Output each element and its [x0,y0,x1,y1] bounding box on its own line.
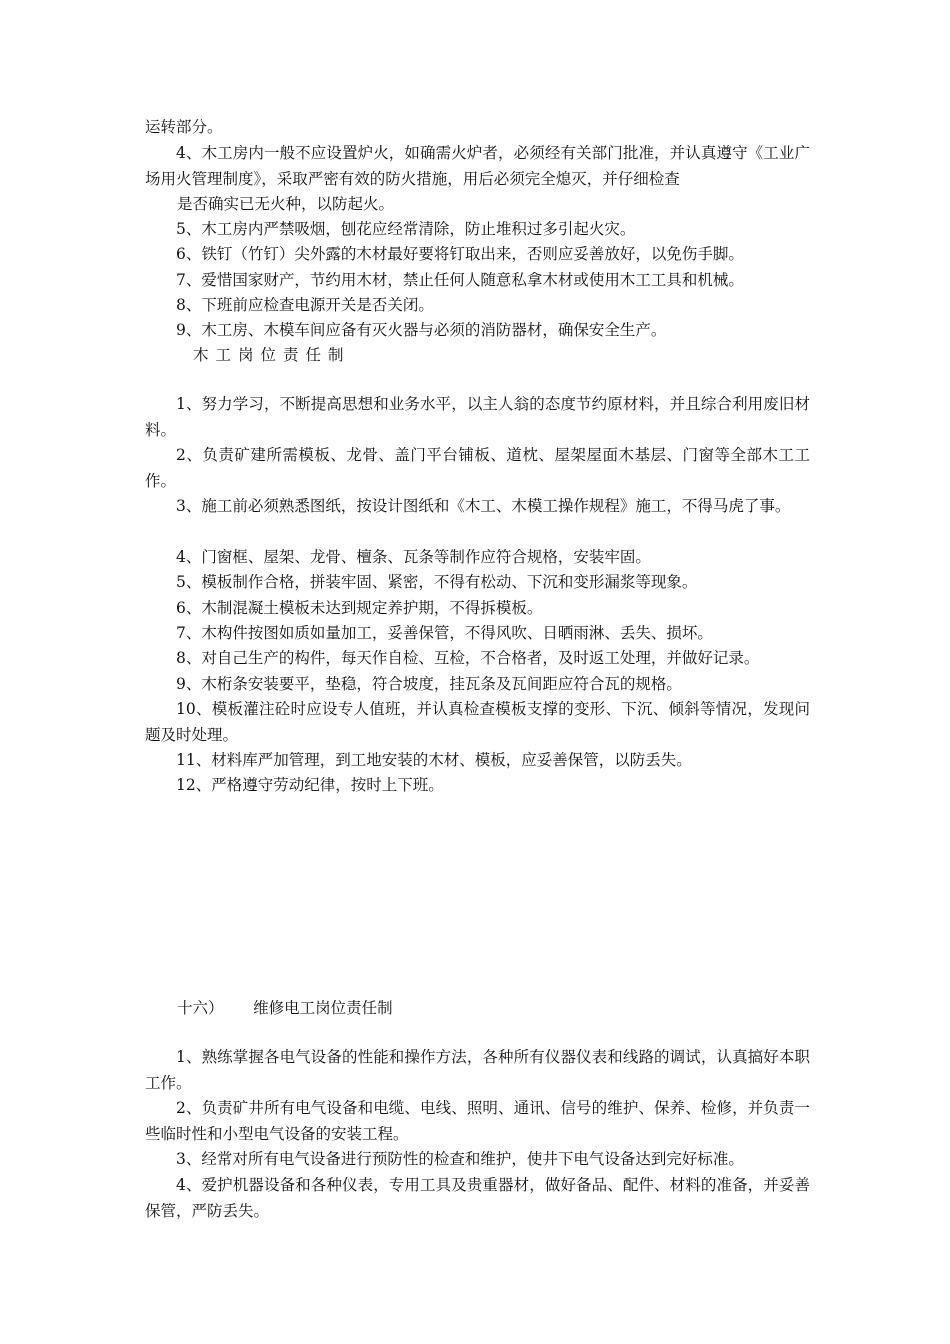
section-title-carpenter: 木工岗位责任制 [193,346,351,364]
carpenter-item-3: 3、施工前必须熟悉图纸，按设计图纸和《木工、木模工操作规程》施工，不得马虎了事。 [176,497,791,515]
paragraph-continued: 运转部分。 [145,118,223,136]
section-heading-electrician [177,996,393,1022]
electrician-item-3: 3、经常对所有电气设备进行预防性的检查和维护，使井下电气设备达到完好标准。 [176,1150,744,1168]
carpenter-item-8: 8、对自己生产的构件，每天作自检、互检，不合格者，及时返工处理，并做好记录。 [176,649,760,667]
section-number: 十六） [177,999,224,1017]
rule-8: 8、下班前应检查电源开关是否关闭。 [176,296,434,314]
carpenter-item-6: 6、木制混凝土模板未达到规定养护期，不得拆模板。 [176,599,543,617]
rule-6: 6、铁钉（竹钉）尖外露的木材最好要将钉取出来，否则应妥善放好，以免伤手脚。 [176,245,744,263]
carpenter-item-1: 1、努力学习，不断提高思想和业务水平，以主人翁的态度节约原材料，并且综合利用废旧材料。 [145,395,810,439]
carpenter-item-5: 5、模板制作合格，拼装牢固、紧密，不得有松动、下沉和变形漏浆等现象。 [176,573,698,591]
electrician-item-1: 1、熟练掌握各电气设备的性能和操作方法，各种所有仪器仪表和线路的调试，认真搞好本职工作。 [145,1048,810,1092]
rule-9: 9、木工房、木模车间应备有灭火器与必须的消防器材，确保安全生产。 [176,321,667,339]
electrician-item-4: 4、爱护机器设备和各种仪表，专用工具及贵重器材，做好备品、配件、材料的准备，并妥善保管，严防丢失。 [145,1176,810,1220]
rule-4: 4、木工房内一般不应设置炉火，如确需火炉者，必须经有关部门批准，并认真遵守《工业广场用火管理制度》，采取严密有效的防火措施，用后必须完全熄灭，并仔细检查 [145,144,810,188]
electrician-item-2: 2、负责矿井所有电气设备和电缆、电线、照明、通讯、信号的维护、保养、检修，并负责一些临时性和小型电气设备的安装工程。 [145,1099,810,1143]
carpenter-item-12: 12、严格遵守劳动纪律，按时上下班。 [176,776,444,794]
rule-4-continued: 是否确实已无火种，以防起火。 [177,195,395,213]
carpenter-item-11: 11、材料库严加管理，到工地安装的木材、模板，应妥善保管，以防丢失。 [176,751,692,769]
carpenter-item-9: 9、木桁条安装要平，垫稳，符合坡度，挂瓦条及瓦间距应符合瓦的规格。 [176,675,682,693]
carpenter-item-4: 4、门窗框、屋架、龙骨、檀条、瓦条等制作应符合规格，安装牢固。 [176,548,651,566]
carpenter-item-10: 10、模板灌注砼时应设专人值班，并认真检查模板支撑的变形、下沉、倾斜等情况，发现问题及时处理。 [145,700,810,744]
carpenter-item-7: 7、木构件按图如质如量加工，妥善保管，不得风吹、日晒雨淋、丢失、损坏。 [176,624,713,642]
carpenter-item-2: 2、负责矿建所需模板、龙骨、盖门平台铺板、道枕、屋架屋面木基层、门窗等全部木工工作。 [145,446,810,490]
rule-5: 5、木工房内严禁吸烟，刨花应经常清除，防止堆积过多引起火灾。 [176,220,636,238]
rule-7: 7、爱惜国家财产，节约用木材，禁止任何人随意私拿木材或使用木工工具和机械。 [176,271,744,289]
section-title-electrician: 维修电工岗位责任制 [253,999,393,1017]
